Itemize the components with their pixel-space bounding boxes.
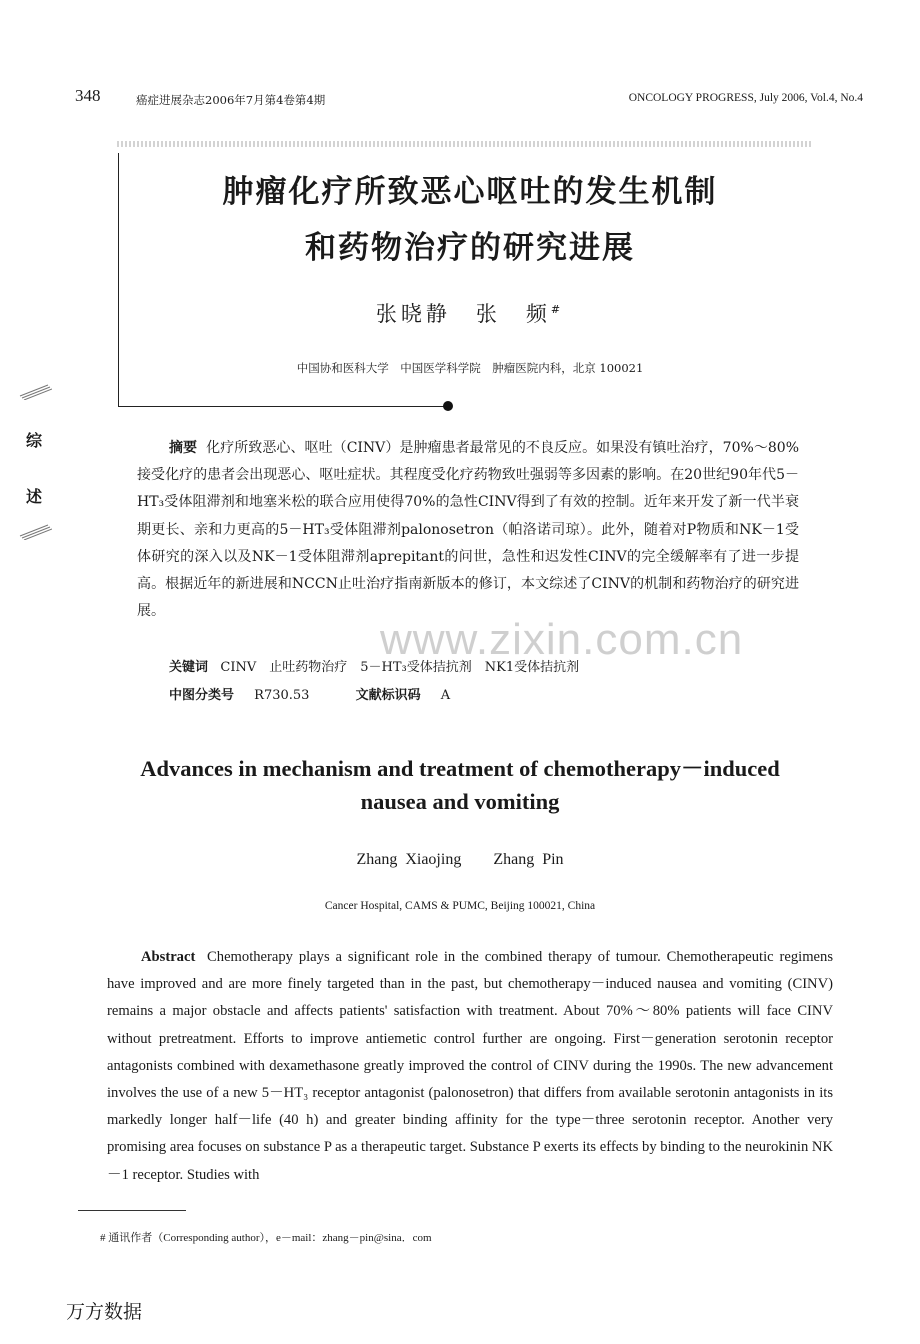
side-decoration-bottom [18,522,52,540]
affiliation-en: Cancer Hospital, CAMS & PUMC, Beijing 100021, China [324,900,596,912]
doc-code-value: A [440,688,451,703]
side-decoration-top [18,382,52,400]
article-title-cn-line2: 和药物治疗的研究进展 [305,230,635,266]
doc-code-label: 文献标识码 [355,688,421,703]
footnote: # 通讯作者（Corresponding author），e－mail：zhang－pin@sina．com [100,1232,432,1244]
abstract-cn-label: 摘要 [169,440,198,456]
title-frame-bullet [443,401,453,411]
bottom-watermark: 万方数据 [66,1301,143,1323]
side-label-shu: 述 [26,487,43,506]
abstract-en-label: Abstract [141,949,196,965]
title-frame-vertical-rule [118,153,119,407]
corresponding-mark: # [550,303,565,316]
clc-label: 中图分类号 [169,688,235,703]
title-frame-horizontal-rule [118,406,448,407]
abstract-cn-text: 化疗所致恶心、呕吐（CINV）是肿瘤患者最常见的不良反应。如果没有镇吐治疗，70%～80%接受化疗的患者会出现恶心、呕吐症状。其程度受化疗药物致吐强弱等多因素的影响。在20世纪90年代5－HT₃受体阻滞剂和地塞米松的联合应用使得70%的急性CINV得到了有效的控制。近年来开发了新一代半衰期更长、亲和力更高的5－HT₃受体阻滞剂palonosetron（帕洛诺司琼）。此外，随着对P物质和NK－1受体研究的深入以及NK－1受体阻滞剂aprepitant的问世，急性和迟发性CINV的完全缓解率有了进一步提高。根据近年的新进展和NCCN止吐治疗指南新版本的修订，本文综述了CINV的机制和药物治疗的研究进展。 [137,440,800,620]
clc-value: R730.53 [254,688,310,703]
journal-header-en: ONCOLOGY PROGRESS, July 2006, Vol.4, No.4 [628,92,863,104]
authors-cn-names: 张晓静 张 频 [375,302,551,326]
article-title-en-line2: nausea and vomiting [360,789,560,814]
article-title-en [100,752,820,818]
article-title-cn-line1: 肿瘤化疗所致恶心呕吐的发生机制 [222,174,718,210]
keywords-label: 关键词 [169,660,209,675]
abstract-en-text: Chemotherapy plays a significant role in the combined therapy of tumour. Chemotherapeutic regimens have improved and are more finely targeted than in the past, but chemotherapy－induced nausea and vomiting (CINV) remains a major obstacle and affects patients' satisfaction with treatment. About 70%～80% patients will face CINV without pretreatment. Efforts to improve antiemetic control further are ongoing. First－generation serotonin receptor antagonists combined with dexamethasone greatly improved the control of CINV during the 1990s. The new advancement involves the use of a new 5－HT₃ receptor antagonist (palonosetron) that differs from available serotonin antagonists in its markedly longer half－life (40 h) and greater binding affinity for the type－three serotonin receptor. Another very promising area focuses on substance P as a therapeutic target. Substance P exerts its effects by binding to the neurokinin NK－1 receptor. Studies with [107,949,833,1183]
header-dotted-band [117,141,812,147]
affiliation-cn: 中国协和医科大学 中国医学科学院 肿瘤医院内科，北京 100021 [296,361,644,375]
page-number: 348 [75,86,101,105]
authors-cn [130,298,810,328]
journal-header-cn: 癌症进展杂志2006年7月第4卷第4期 [136,93,326,107]
abstract-en [107,944,833,1189]
keywords-text: CINV 止吐药物治疗 5－HT₃受体拮抗剂 NK1受体拮抗剂 [220,660,580,675]
keywords-line [169,656,579,675]
classification-line [169,684,466,703]
abstract-cn [137,435,799,625]
footnote-rule [78,1210,186,1211]
side-label-zong: 综 [26,431,43,450]
site-watermark: www.zixin.com.cn [380,615,744,664]
authors-en: Zhang Xiaojing Zhang Pin [356,851,564,868]
article-title-en-line1: Advances in mechanism and treatment of chemotherapy－induced [140,756,780,781]
